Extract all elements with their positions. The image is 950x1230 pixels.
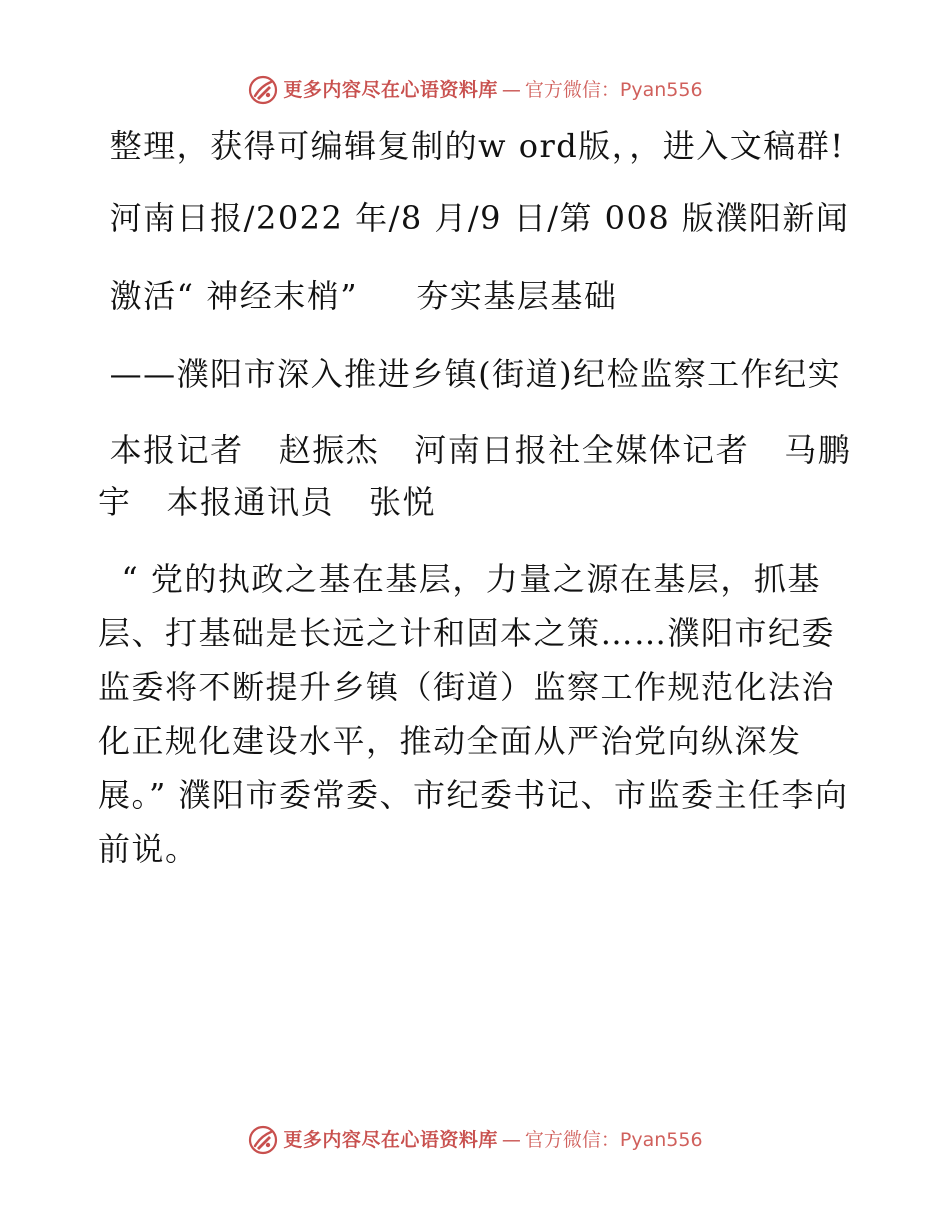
body-paragraph: “ 党的执政之基在基层，力量之源在基层，抓基层、打基础是长远之计和固本之策……濮阳市纪委监委将不断提升乡镇（街道）监察工作规范化法治化正规化建设水平，推动全面从严治党向纵深发展。” 濮阳市委常委、市纪委书记、市监委主任李向前说。 [98, 560, 849, 868]
article-headline: 激活“ 神经末梢” 夯实基层基础 [98, 277, 618, 315]
intro-paragraph: 整理，获得可编辑复制的w ord版，，进入文稿群! [98, 127, 845, 165]
header-wechat-id: 官方微信：Pyan556 [524, 78, 703, 101]
header-separator: — [501, 78, 521, 101]
source-line: 河南日报/2022 年/8 月/9 日/第 008 版濮阳新闻 [98, 199, 850, 237]
seal-logo-icon [247, 1124, 279, 1156]
article-body [98, 120, 858, 876]
footer-wechat-id: 官方微信：Pyan556 [524, 1128, 703, 1151]
footer-banner [0, 1120, 950, 1160]
header-banner [0, 70, 950, 110]
seal-logo-icon [247, 74, 279, 106]
byline: 本报记者 赵振杰 河南日报社全媒体记者 马鹏宇 本报通讯员 张悦 [98, 431, 852, 521]
header-banner-content [247, 74, 702, 106]
article-subtitle: ——濮阳市深入推进乡镇(街道)纪检监察工作纪实 [98, 355, 842, 393]
footer-banner-content [247, 1124, 702, 1156]
footer-separator: — [501, 1128, 521, 1151]
header-slogan: 更多内容尽在心语资料库 [283, 78, 498, 101]
footer-slogan: 更多内容尽在心语资料库 [283, 1128, 498, 1151]
